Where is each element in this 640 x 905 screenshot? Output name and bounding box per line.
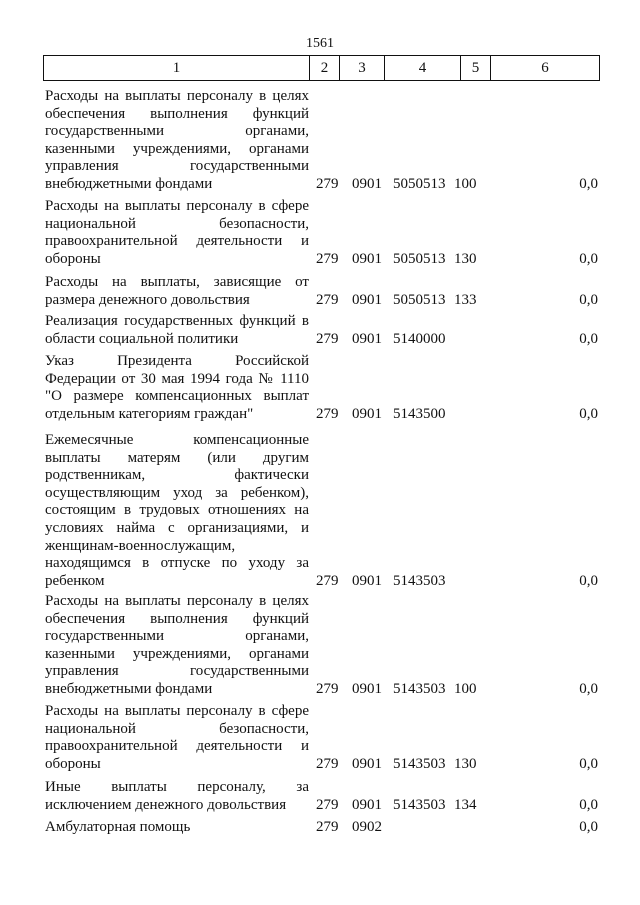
code-expense-type-cell: 100	[454, 681, 477, 697]
description-line: состоящим в трудовых отношениях на	[45, 502, 309, 519]
description-line: Расходы на выплаты персоналу в сфере	[45, 198, 309, 214]
column-header-3: 3	[340, 56, 385, 81]
code-subsection-cell: 0901	[352, 681, 382, 697]
column-header-table	[43, 55, 600, 81]
description-line: области социальной политики	[45, 330, 239, 347]
description-line: родственникам, фактически	[45, 467, 309, 484]
code-subsection-cell: 0901	[352, 796, 382, 813]
amount-cell: 0,0	[579, 405, 598, 422]
description-line: государственными органами,	[45, 628, 309, 645]
code-section-cell: 279	[316, 572, 339, 589]
description-line: Расходы на выплаты персоналу в целях	[45, 593, 309, 609]
code-target-article-cell: 5143503	[393, 796, 446, 813]
description-line: обеспечения выполнения функций	[45, 610, 309, 627]
description-line: Расходы на выплаты персоналу в целях	[45, 88, 309, 104]
row-description	[45, 313, 309, 348]
description-line: Расходы на выплаты, зависящие от	[45, 274, 309, 290]
description-line: обеспечения выполнения функций	[45, 105, 309, 122]
code-target-article-cell: 5143503	[393, 681, 446, 697]
column-header-row	[44, 56, 600, 81]
description-line: управления государственными	[45, 663, 309, 680]
description-line: "О размере компенсационных выплат	[45, 388, 309, 405]
code-expense-type-cell: 130	[454, 755, 477, 772]
column-header-1: 1	[44, 56, 310, 81]
description-line: Указ Президента Российской	[45, 353, 309, 369]
code-section-cell: 279	[316, 681, 339, 697]
row-description	[45, 353, 309, 423]
column-header-4: 4	[385, 56, 461, 81]
amount-cell: 0,0	[579, 291, 598, 308]
description-line: управления государственными	[45, 158, 309, 175]
code-section-cell: 279	[316, 819, 339, 835]
code-target-article-cell: 5050513	[393, 176, 446, 192]
amount-cell: 0,0	[579, 250, 598, 267]
amount-cell: 0,0	[579, 755, 598, 772]
description-line: обороны	[45, 755, 101, 772]
code-target-article-cell: 5050513	[393, 250, 446, 267]
description-line: осуществляющим уход за ребенком),	[45, 484, 309, 501]
row-description	[45, 198, 309, 268]
description-line: внебюджетными фондами	[45, 680, 213, 697]
row-description	[45, 274, 309, 309]
code-target-article-cell: 5140000	[393, 330, 446, 347]
code-expense-type-cell: 130	[454, 250, 477, 267]
amount-cell: 0,0	[579, 796, 598, 813]
amount-cell: 0,0	[579, 681, 598, 697]
code-section-cell: 279	[316, 291, 339, 308]
description-line: национальной безопасности,	[45, 720, 309, 737]
description-line: внебюджетными фондами	[45, 175, 213, 192]
row-description	[45, 88, 309, 194]
description-line: отдельным категориям граждан"	[45, 405, 254, 422]
description-line: Амбулаторная помощь	[45, 819, 191, 835]
code-section-cell: 279	[316, 176, 339, 192]
column-header-5: 5	[461, 56, 491, 81]
amount-cell: 0,0	[579, 572, 598, 589]
code-section-cell: 279	[316, 755, 339, 772]
description-line: женщинам-военнослужащим,	[45, 537, 236, 554]
description-line: обороны	[45, 250, 101, 267]
description-line: казенными учреждениями, органами	[45, 645, 309, 662]
code-subsection-cell: 0901	[352, 250, 382, 267]
code-section-cell: 279	[316, 250, 339, 267]
description-line: государственными органами,	[45, 123, 309, 140]
code-target-article-cell: 5143503	[393, 755, 446, 772]
description-line: условиях найма с организациями, и	[45, 519, 309, 536]
code-expense-type-cell: 100	[454, 176, 477, 192]
page-number: 1561	[306, 36, 334, 51]
amount-cell: 0,0	[579, 330, 598, 347]
description-line: национальной безопасности,	[45, 215, 309, 232]
description-line: Федерации от 30 мая 1994 года № 1110	[45, 370, 309, 387]
code-subsection-cell: 0902	[352, 819, 382, 835]
code-target-article-cell: 5143500	[393, 405, 446, 422]
row-description	[45, 703, 309, 773]
row-description	[45, 779, 309, 814]
code-section-cell: 279	[316, 796, 339, 813]
description-line: Реализация государственных функций в	[45, 313, 309, 329]
code-target-article-cell: 5143503	[393, 572, 446, 589]
description-line: казенными учреждениями, органами	[45, 140, 309, 157]
row-description	[45, 593, 309, 699]
code-subsection-cell: 0901	[352, 572, 382, 589]
code-section-cell: 279	[316, 330, 339, 347]
description-line: Ежемесячные компенсационные	[45, 432, 309, 448]
description-line: ребенком	[45, 572, 105, 589]
description-line: правоохранительной деятельности и	[45, 233, 309, 250]
code-expense-type-cell: 133	[454, 291, 477, 308]
code-subsection-cell: 0901	[352, 291, 382, 308]
code-target-article-cell: 5050513	[393, 291, 446, 308]
row-description	[45, 432, 309, 590]
code-subsection-cell: 0901	[352, 330, 382, 347]
code-subsection-cell: 0901	[352, 405, 382, 422]
description-line: Расходы на выплаты персоналу в сфере	[45, 703, 309, 719]
row-description	[45, 819, 309, 837]
amount-cell: 0,0	[579, 176, 598, 192]
description-line: выплаты матерям (или другим	[45, 449, 309, 466]
code-subsection-cell: 0901	[352, 176, 382, 192]
amount-cell: 0,0	[579, 819, 598, 835]
description-line: Иные выплаты персоналу, за	[45, 779, 309, 795]
column-header-2: 2	[310, 56, 340, 81]
description-line: размера денежного довольствия	[45, 291, 250, 308]
code-expense-type-cell: 134	[454, 796, 477, 813]
description-line: правоохранительной деятельности и	[45, 738, 309, 755]
description-line: исключением денежного довольствия	[45, 796, 287, 813]
column-header-6: 6	[491, 56, 600, 81]
code-section-cell: 279	[316, 405, 339, 422]
code-subsection-cell: 0901	[352, 755, 382, 772]
description-line: находящимся в отпуске по уходу за	[45, 555, 309, 572]
